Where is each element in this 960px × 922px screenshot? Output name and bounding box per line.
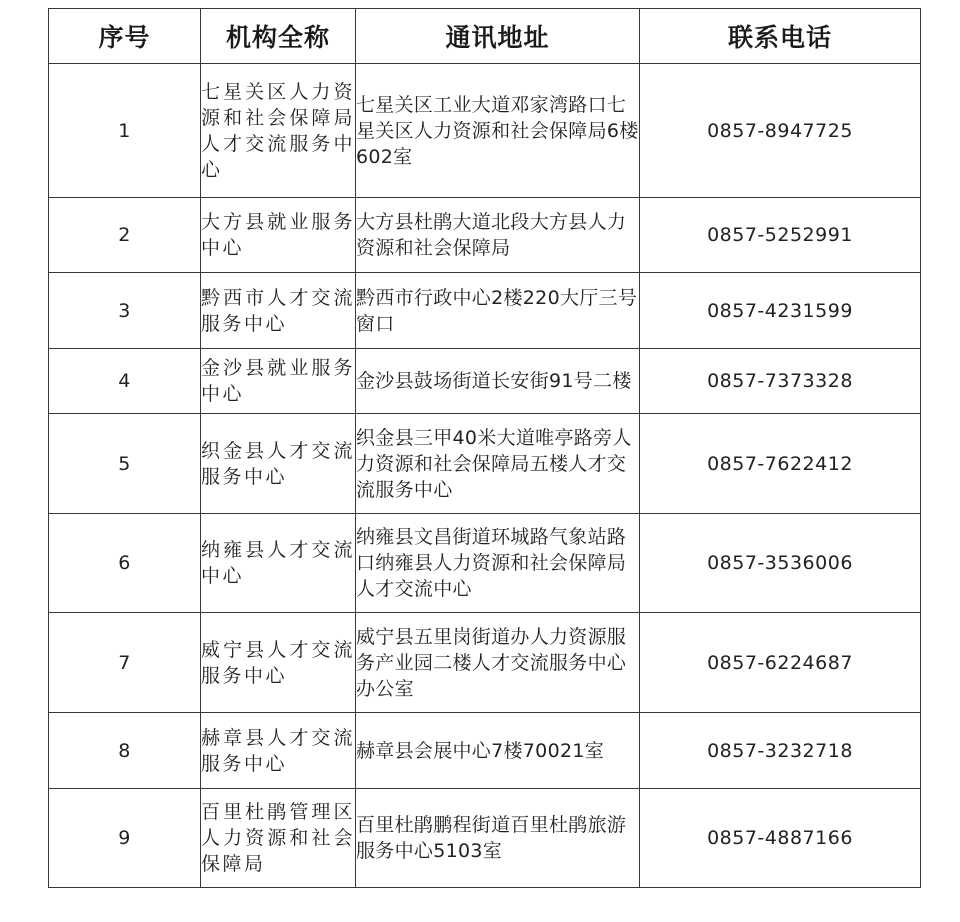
table-row xyxy=(49,789,921,888)
table-row xyxy=(49,64,921,198)
row-phone: 0857-6224687 xyxy=(640,613,921,713)
row-org-name: 金沙县就业服务中心 xyxy=(201,349,356,414)
row-address: 黔西市行政中心2楼220大厅三号窗口 xyxy=(356,273,640,349)
table-row xyxy=(49,273,921,349)
row-address: 大方县杜鹃大道北段大方县人力资源和社会保障局 xyxy=(356,198,640,273)
row-phone: 0857-4887166 xyxy=(640,789,921,888)
row-index: 4 xyxy=(49,349,201,414)
row-address: 赫章县会展中心7楼70021室 xyxy=(356,713,640,789)
row-phone: 0857-8947725 xyxy=(640,64,921,198)
row-org-name: 黔西市人才交流服务中心 xyxy=(201,273,356,349)
table-row xyxy=(49,713,921,789)
table-row xyxy=(49,613,921,713)
header-row xyxy=(49,9,921,64)
row-phone: 0857-5252991 xyxy=(640,198,921,273)
table-row xyxy=(49,198,921,273)
row-index: 3 xyxy=(49,273,201,349)
header-address: 通讯地址 xyxy=(356,9,640,64)
row-address: 金沙县鼓场街道长安街91号二楼 xyxy=(356,349,640,414)
row-phone: 0857-7622412 xyxy=(640,414,921,514)
table-row xyxy=(49,349,921,414)
row-index: 6 xyxy=(49,514,201,613)
row-index: 8 xyxy=(49,713,201,789)
header-phone: 联系电话 xyxy=(640,9,921,64)
row-address: 七星关区工业大道邓家湾路口七星关区人力资源和社会保障局6楼602室 xyxy=(356,64,640,198)
row-org-name: 织金县人才交流服务中心 xyxy=(201,414,356,514)
row-phone: 0857-7373328 xyxy=(640,349,921,414)
institution-directory-table xyxy=(48,8,921,888)
row-org-name: 威宁县人才交流服务中心 xyxy=(201,613,356,713)
row-address: 百里杜鹃鹏程街道百里杜鹃旅游服务中心5103室 xyxy=(356,789,640,888)
row-index: 7 xyxy=(49,613,201,713)
row-org-name: 赫章县人才交流服务中心 xyxy=(201,713,356,789)
row-org-name: 大方县就业服务中心 xyxy=(201,198,356,273)
row-index: 5 xyxy=(49,414,201,514)
row-index: 1 xyxy=(49,64,201,198)
row-phone: 0857-4231599 xyxy=(640,273,921,349)
row-org-name: 百里杜鹃管理区人力资源和社会保障局 xyxy=(201,789,356,888)
row-index: 2 xyxy=(49,198,201,273)
table-row xyxy=(49,514,921,613)
row-phone: 0857-3536006 xyxy=(640,514,921,613)
row-phone: 0857-3232718 xyxy=(640,713,921,789)
table-row xyxy=(49,414,921,514)
row-address: 织金县三甲40米大道唯亭路旁人力资源和社会保障局五楼人才交流服务中心 xyxy=(356,414,640,514)
header-org-name: 机构全称 xyxy=(201,9,356,64)
row-address: 威宁县五里岗街道办人力资源服务产业园二楼人才交流服务中心办公室 xyxy=(356,613,640,713)
row-index: 9 xyxy=(49,789,201,888)
row-address: 纳雍县文昌街道环城路气象站路口纳雍县人力资源和社会保障局人才交流中心 xyxy=(356,514,640,613)
row-org-name: 纳雍县人才交流中心 xyxy=(201,514,356,613)
header-index: 序号 xyxy=(49,9,201,64)
row-org-name: 七星关区人力资源和社会保障局人才交流服务中心 xyxy=(201,64,356,198)
